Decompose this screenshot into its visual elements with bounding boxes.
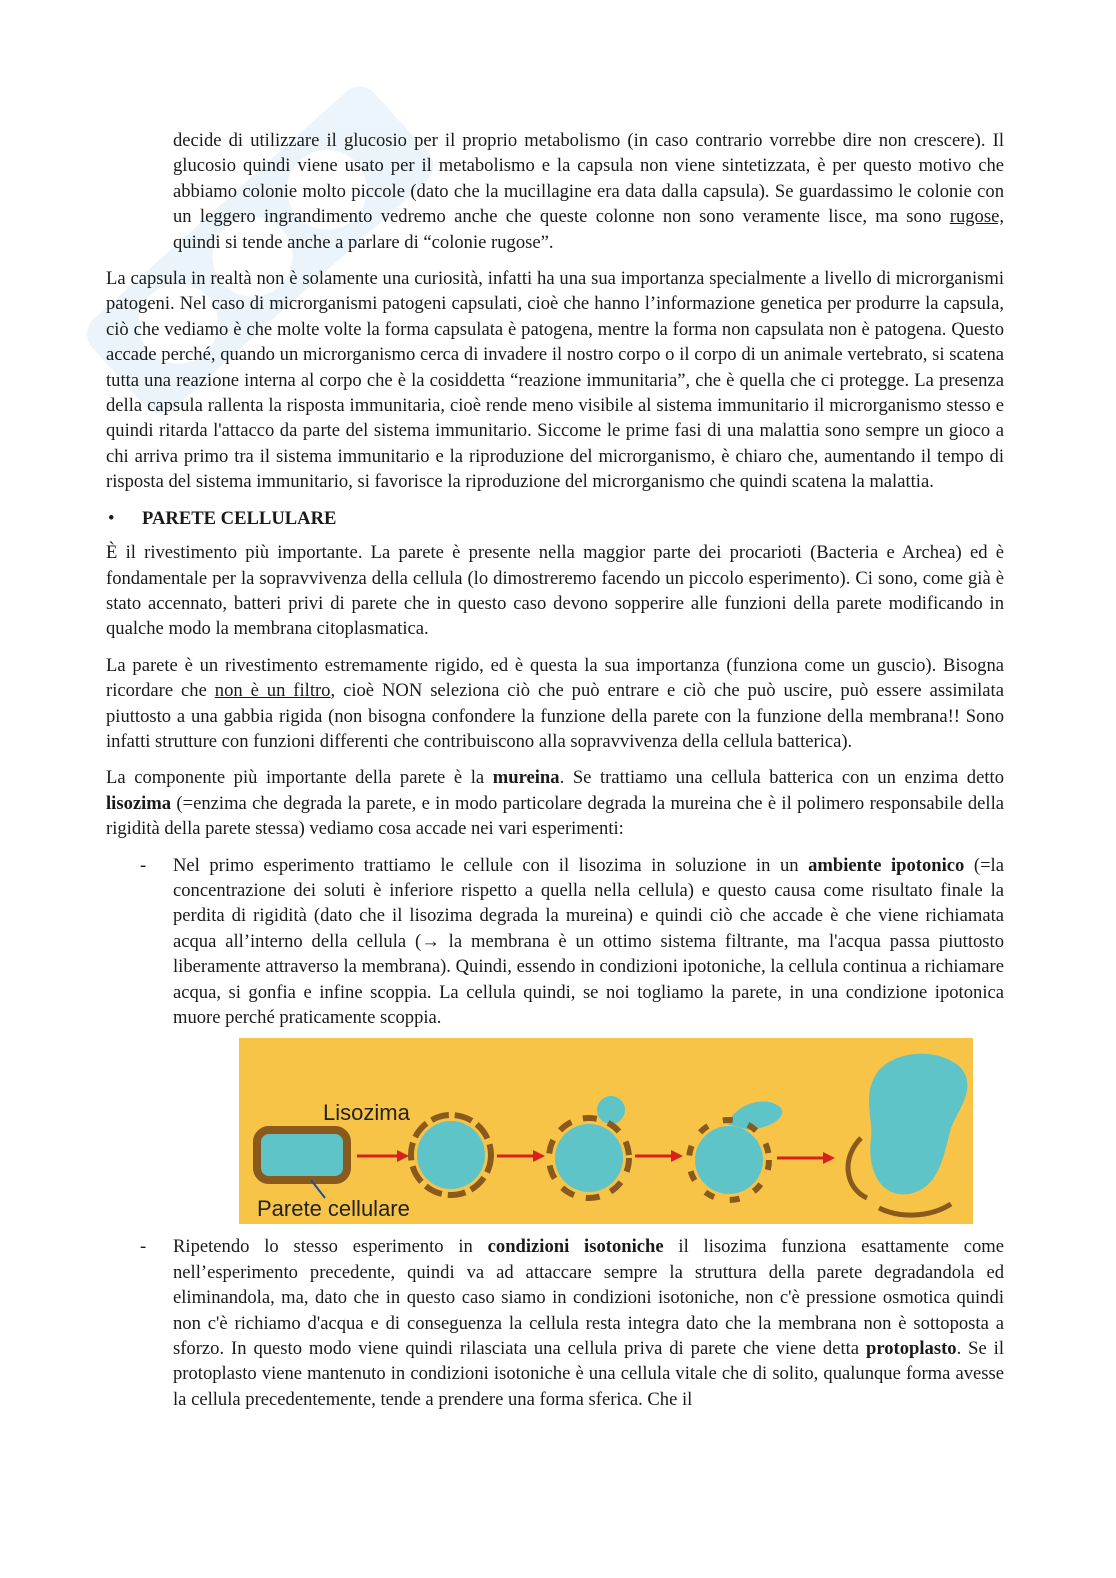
cell-swelling [555, 1124, 623, 1192]
paragraph-mureina: La componente più importante della parete è la mureina. Se trattiamo una cellula batterica con un enzima detto lisozima (=enzima che degrada la parete, e in modo particolare degrada la mureina che è il polimero responsabile della rigidità della parete stessa) vediamo cosa accade nei vari esperimenti: [106, 767, 1004, 840]
document-page [106, 128, 1004, 1420]
bold-mureina: mureina [492, 767, 560, 789]
lysozyme-figure [239, 1038, 973, 1224]
arrow-3 [635, 1150, 683, 1162]
wall-fragment-bottom [879, 1204, 951, 1215]
paragraph-wall-rigid: La parete è un rivestimento estremamente rigido, ed è questa la sua importanza (funziona come un guscio). Bisogna ricordare che non è un filtro, cioè NON seleziona ciò che può entrare e ciò che può uscire, può essere assimilata piuttosto a una gabbia rigida (non bisogna confondere la funzione della parete con la funzione della membrana!! Sono infatti strutture con funzioni differenti che contribuiscono alla sopravvivenza della cellula batterica). [106, 654, 1004, 752]
list-item: - Ripetendo lo stesso esperimento in condizioni isotoniche il lisozima funziona esattamente come nell’esperimento precedente, quindi va ad attaccare sempre la struttura della parete degradandola ed eliminandola, ma, dato che in questo caso siamo in condizioni isotoniche, non c'è pressione osmotica quindi non c'è richiamo d'acqua e di conseguenza la cellula resta integra dato che la membrana non è sottoposta a sforzo. In questo modo viene quindi rilasciata una cellula priva di parete che viene detta protoplasto. Se il protoplasto viene mantenuto in condizioni isotoniche è una cellula vitale che di solito, qualunque forma avesse la cellula precedentemente, tende a prendere una forma sferica. Che il [106, 1234, 1004, 1412]
cell-bursting [695, 1126, 763, 1194]
paragraph-capsule-importance: La capsula in realtà non è solamente una curiosità, infatti ha una sua importanza specialmente a livello di microrganismi patogeni. Nel caso di microrganismi patogeni capsulati, cioè che hanno l’informazione genetica per produrre la capsula, ciò che vediamo è che molte volte la forma capsulata è patogena, mentre la forma non capsulata non è patogena. Questo accade perché, quando un microrganismo cerca di invadere il nostro corpo o il corpo di un animale vertebrato, si scatena tutta una reazione interna al corpo che è la cosiddetta “reazione immunitaria”, che è quella che ci protegge. La presenza della capsula rallenta la risposta immunitaria, cioè rende meno visibile al sistema immunitario il microrganismo stesso e quindi ritarda l'attacco da parte del sistema immunitario. Siccome le prime fasi di una malattia sono sempre un gioco a chi arriva primo tra il sistema immunitario e la riproduzione del microrganismo, è chiaro che, aumentando il tempo di risposta del sistema immunitario, si favorisce la riproduzione del microrganismo che quindi scatena la malattia. [106, 268, 1004, 493]
label-lisozima: Lisozima [323, 1100, 410, 1126]
dash-marker: - [140, 854, 147, 876]
section-title: PARETE CELLULARE [142, 507, 337, 529]
bold-isotoniche: condizioni isotoniche [487, 1236, 664, 1258]
arrow-4 [777, 1152, 835, 1164]
bullet-icon: • [108, 507, 115, 529]
underlined-filter: non è un filtro [214, 680, 331, 702]
underlined-rugose: rugose, [949, 206, 1004, 228]
arrow-right-icon: → [421, 930, 440, 952]
cell-with-wall [257, 1130, 347, 1180]
arrow-1 [357, 1150, 409, 1162]
paragraph-wall-intro: È il rivestimento più importante. La parete è presente nella maggior parte dei procarioti (Bacteria e Archea) ed è fondamentale per la sopravvivenza della cellula (lo dimostreremo facendo un piccolo esperimento). Ci sono, come già è stato accennato, batteri privi di parete che in questo caso devono sopperire alle funzioni della parete modificando in qualche modo la membrana citoplasmatica. [106, 542, 1004, 640]
arrow-2 [497, 1150, 545, 1162]
paragraph-capsule-end: decide di utilizzare il glucosio per il proprio metabolismo (in caso contrario vorrebbe dire non crescere). Il glucosio quindi viene usato per il metabolismo e la capsula non viene sintetizzata, è per questo motivo che abbiamo colonie molto piccole (dato che la mucillagine era data dalla capsula). Se guardassimo le colonie con un leggero ingrandimento vedremo anche che queste colonne non sono veramente lisce, ma sono rugose, quindi si tende anche a parlare di “colonie rugose”. [173, 130, 1004, 253]
dash-marker: - [140, 1236, 147, 1258]
cell-contents-spilled [869, 1054, 967, 1195]
bold-protoplasto: protoplasto [865, 1338, 957, 1360]
cell-bud [597, 1096, 625, 1124]
list-item: - Nel primo esperimento trattiamo le cellule con il lisozima in soluzione in un ambiente ipotonico (=la concentrazione dei soluti è inferiore rispetto a quella nella cellula) e questo causa come risultato finale la perdita di rigidità (dato che il lisozima degrada la mureina) e quindi ciò che accade è che viene richiamata acqua all’interno della cellula (→ la membrana è un ottimo sistema filtrante, ma l'acqua passa piuttosto liberamente attraverso la membrana). Quindi, essendo in condizioni ipotoniche, la cellula continua a richiamare acqua, si gonfia e infine scoppia. La cellula quindi, se noi togliamo la parete, in una condizione ipotonica muore perché praticamente scoppia. [106, 853, 1004, 1031]
wall-fragment-left [848, 1138, 867, 1198]
bold-lisozima: lisozima [106, 792, 172, 814]
bold-ipotonico: ambiente ipotonico [808, 854, 965, 876]
label-parete-cellulare: Parete cellulare [257, 1196, 410, 1222]
section-heading [106, 506, 1004, 531]
cell-round [417, 1121, 485, 1189]
